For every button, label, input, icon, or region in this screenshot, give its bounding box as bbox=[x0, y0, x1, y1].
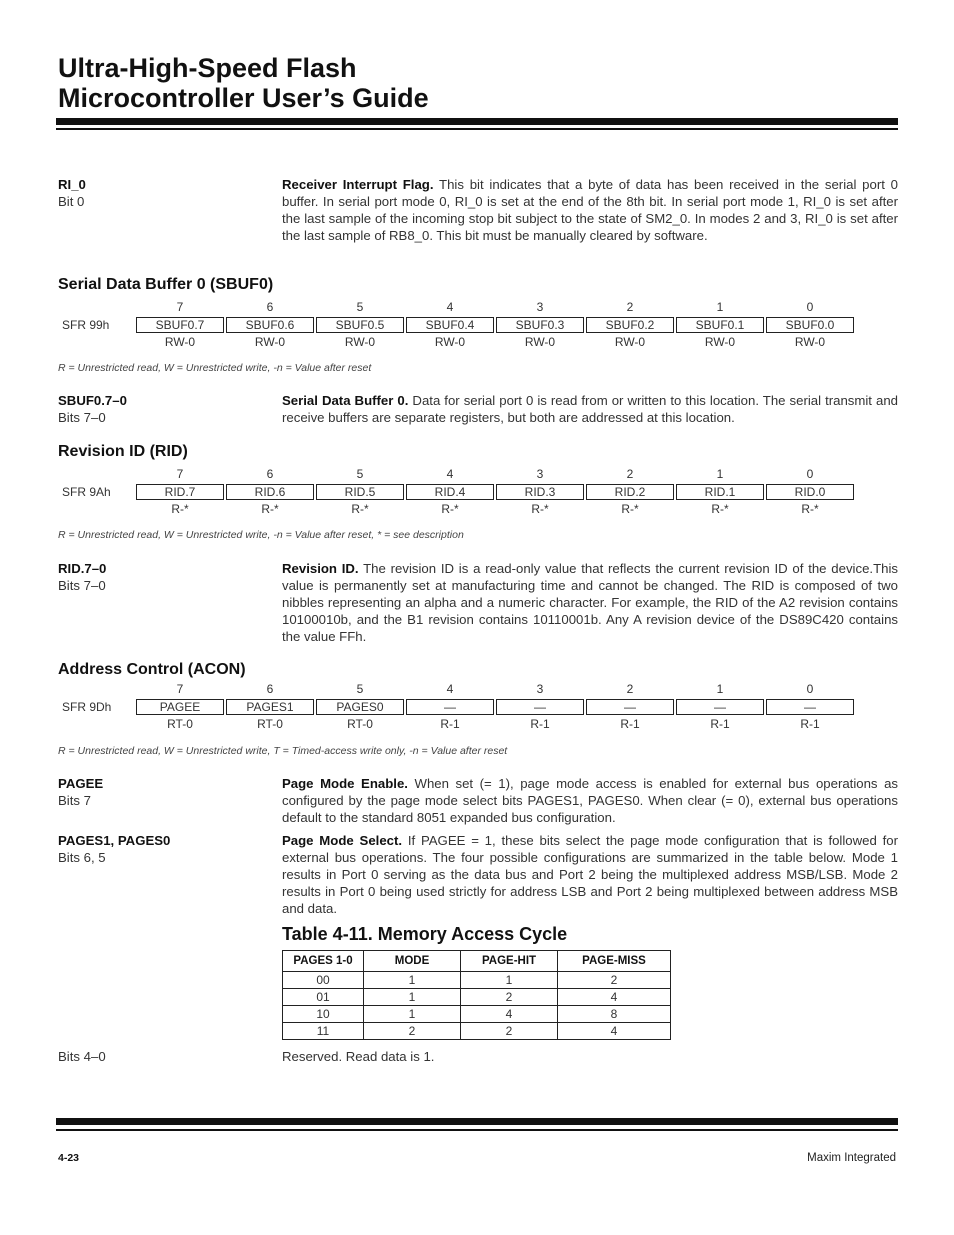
bit-number: 2 bbox=[626, 682, 634, 696]
bit-number-row bbox=[58, 300, 858, 317]
bit-cell: SBUF0.4 bbox=[406, 317, 494, 333]
register-note: R = Unrestricted read, W = Unrestricted write, T = Timed-access write only, -n = Value after reset bbox=[58, 745, 508, 757]
bit-name-row bbox=[58, 484, 858, 501]
bit-cell: SBUF0.5 bbox=[316, 317, 404, 333]
header-rule-thin bbox=[56, 128, 898, 130]
sfr-address: SFR 99h bbox=[62, 318, 110, 332]
bit-position: Bits 7–0 bbox=[58, 410, 106, 425]
bit-number: 4 bbox=[446, 467, 454, 481]
access-row bbox=[58, 335, 858, 352]
page-number: 4-23 bbox=[58, 1152, 80, 1164]
bit-number: 0 bbox=[806, 467, 814, 481]
bit-cell: RID.3 bbox=[496, 484, 584, 500]
access-value: R-* bbox=[171, 502, 189, 516]
sfr-address: SFR 9Dh bbox=[62, 700, 112, 714]
bit-number-row bbox=[58, 682, 858, 699]
access-value: R-1 bbox=[440, 717, 460, 731]
bit-number: 1 bbox=[716, 467, 724, 481]
bit-number: 0 bbox=[806, 682, 814, 696]
access-value: RT-0 bbox=[167, 717, 193, 731]
memory-access-table bbox=[282, 950, 671, 1040]
access-value: RW-0 bbox=[704, 335, 736, 349]
bit-number: 4 bbox=[446, 682, 454, 696]
column-header: PAGE-MISS bbox=[558, 951, 671, 972]
footer-rule-thick bbox=[56, 1118, 898, 1125]
bit-heading: Serial Data Buffer 0. bbox=[282, 393, 409, 408]
reserved-description bbox=[58, 1048, 898, 1065]
table-cell: 1 bbox=[364, 972, 461, 989]
access-value: R-* bbox=[351, 502, 369, 516]
table-title: Table 4-11. Memory Access Cycle bbox=[282, 924, 568, 944]
table-cell: 4 bbox=[558, 989, 671, 1006]
bit-number: 3 bbox=[536, 682, 544, 696]
bit-cell: SBUF0.6 bbox=[226, 317, 314, 333]
table-row bbox=[283, 1023, 671, 1040]
access-value: RW-0 bbox=[524, 335, 556, 349]
section-title-acon: Address Control (ACON) bbox=[58, 661, 246, 678]
table-cell: 1 bbox=[461, 972, 558, 989]
access-value: RW-0 bbox=[344, 335, 376, 349]
table-cell: 2 bbox=[364, 1023, 461, 1040]
access-value: R-* bbox=[711, 502, 729, 516]
table-cell: 11 bbox=[283, 1023, 364, 1040]
bit-name: PAGEE bbox=[58, 776, 104, 791]
bit-cell: SBUF0.7 bbox=[136, 317, 224, 333]
table-cell: 01 bbox=[283, 989, 364, 1006]
bit-text: The revision ID is a read-only value that reflects the current revision ID of the device.This value is permanently set at manufacturing time and cannot be changed. The RID is composed of two nibbles representing an alpha and a numeric character. For example, the RID of the A2 revision contains 10100010b, and the B1 revision contains 10110001b. Any A revision device of the DS89C420 contains the value FFh. bbox=[282, 561, 898, 644]
table-cell: 00 bbox=[283, 972, 364, 989]
table-cell: 10 bbox=[283, 1006, 364, 1023]
bit-number: 1 bbox=[716, 300, 724, 314]
access-value: RW-0 bbox=[614, 335, 646, 349]
bit-cell: — bbox=[406, 699, 494, 715]
table-cell: 2 bbox=[461, 989, 558, 1006]
column-header: MODE bbox=[364, 951, 461, 972]
bit-cell: PAGES0 bbox=[316, 699, 404, 715]
access-value: RW-0 bbox=[164, 335, 196, 349]
bit-cell: RID.2 bbox=[586, 484, 674, 500]
column-header: PAGE-HIT bbox=[461, 951, 558, 972]
bit-cell: RID.6 bbox=[226, 484, 314, 500]
bit-heading: Page Mode Enable. bbox=[282, 776, 408, 791]
access-value: RW-0 bbox=[434, 335, 466, 349]
bit-name: SBUF0.7–0 bbox=[58, 393, 127, 408]
bit-number: 5 bbox=[356, 300, 364, 314]
access-row bbox=[58, 502, 858, 519]
bit-cell: SBUF0.2 bbox=[586, 317, 674, 333]
bit-cell: — bbox=[766, 699, 854, 715]
bit-number: 0 bbox=[806, 300, 814, 314]
rid-description bbox=[58, 560, 898, 645]
access-value: R-* bbox=[621, 502, 639, 516]
bit-heading: Receiver Interrupt Flag. bbox=[282, 177, 434, 192]
bit-number: 4 bbox=[446, 300, 454, 314]
bit-position: Bits 7–0 bbox=[58, 578, 106, 593]
table-row bbox=[283, 972, 671, 989]
bit-number: 5 bbox=[356, 682, 364, 696]
table-cell: 8 bbox=[558, 1006, 671, 1023]
bit-number: 7 bbox=[176, 682, 184, 696]
section-title-rid: Revision ID (RID) bbox=[58, 443, 188, 460]
table-cell: 1 bbox=[364, 1006, 461, 1023]
bit-number: 3 bbox=[536, 300, 544, 314]
bit-number: 5 bbox=[356, 467, 364, 481]
bit-position: Bits 6, 5 bbox=[58, 850, 106, 865]
sbuf0-description bbox=[58, 392, 898, 426]
bit-cell: — bbox=[496, 699, 584, 715]
company-name: Maxim Integrated bbox=[807, 1152, 896, 1164]
title-line-1: Ultra-High-Speed Flash bbox=[58, 53, 357, 83]
table-cell: 1 bbox=[364, 989, 461, 1006]
sfr-address: SFR 9Ah bbox=[62, 485, 111, 499]
bit-text: Reserved. Read data is 1. bbox=[282, 1049, 435, 1064]
bit-heading: Page Mode Select. bbox=[282, 833, 403, 848]
bit-cell: PAGEE bbox=[136, 699, 224, 715]
table-cell: 2 bbox=[558, 972, 671, 989]
bit-cell: — bbox=[586, 699, 674, 715]
bit-position: Bits 4–0 bbox=[58, 1049, 106, 1064]
register-note: R = Unrestricted read, W = Unrestricted write, -n = Value after reset bbox=[58, 362, 372, 374]
table-header-row bbox=[283, 951, 671, 972]
bit-name: RID.7–0 bbox=[58, 561, 107, 576]
bit-cell: RID.7 bbox=[136, 484, 224, 500]
bit-cell: RID.5 bbox=[316, 484, 404, 500]
bit-position: Bit 0 bbox=[58, 194, 85, 209]
access-value: RW-0 bbox=[794, 335, 826, 349]
access-value: RT-0 bbox=[257, 717, 283, 731]
bit-cell: RID.4 bbox=[406, 484, 494, 500]
pagee-description bbox=[58, 775, 898, 826]
bit-number: 2 bbox=[626, 467, 634, 481]
bit-cell: RID.0 bbox=[766, 484, 854, 500]
bit-position: Bits 7 bbox=[58, 793, 91, 808]
bit-name-row bbox=[58, 317, 858, 334]
ri0-description bbox=[58, 176, 898, 244]
access-value: R-* bbox=[801, 502, 819, 516]
table-cell: 4 bbox=[461, 1006, 558, 1023]
bit-number: 6 bbox=[266, 682, 274, 696]
bit-text: If PAGEE = 1, these bits select the page mode configuration that is followed for external bus operations. The four possible configurations are summarized in the table below. Mode 1 results in Port 0 serving as the data bus and Port 2 being the multiplexed address MSB/LSB. Mode 2 results in Port 0 being used strictly for address LSB and Port 2 being multiplexed between address MSB and data. bbox=[282, 833, 898, 916]
bit-number: 3 bbox=[536, 467, 544, 481]
page-title bbox=[58, 53, 429, 113]
bit-number: 6 bbox=[266, 300, 274, 314]
bit-cell: RID.1 bbox=[676, 484, 764, 500]
table-row bbox=[283, 989, 671, 1006]
bit-number: 7 bbox=[176, 300, 184, 314]
bit-text: When set (= 1), page mode access is enabled for external bus operations as configured by the page mode select bits PAGES1, PAGES0. When clear (= 0), external bus operations default to the standard 8051 expanded bus configuration. bbox=[282, 776, 898, 825]
bit-name-row bbox=[58, 699, 858, 716]
bit-number: 1 bbox=[716, 682, 724, 696]
access-value: R-1 bbox=[530, 717, 550, 731]
access-row bbox=[58, 717, 858, 734]
column-header: PAGES 1-0 bbox=[283, 951, 364, 972]
section-title-sbuf0: Serial Data Buffer 0 (SBUF0) bbox=[58, 276, 274, 293]
table-cell: 4 bbox=[558, 1023, 671, 1040]
bit-text: Data for serial port 0 is read from or written to this location. The serial transmit and receive buffers are separate registers, but both are addressed at this location. bbox=[282, 393, 898, 425]
access-value: RW-0 bbox=[254, 335, 286, 349]
header-rule-thick bbox=[56, 118, 898, 125]
access-value: RT-0 bbox=[347, 717, 373, 731]
bit-number: 7 bbox=[176, 467, 184, 481]
access-value: R-* bbox=[441, 502, 459, 516]
table-cell: 2 bbox=[461, 1023, 558, 1040]
bit-cell: SBUF0.0 bbox=[766, 317, 854, 333]
bit-number: 2 bbox=[626, 300, 634, 314]
bit-name: PAGES1, PAGES0 bbox=[58, 833, 171, 848]
access-value: R-* bbox=[531, 502, 549, 516]
bit-heading: Revision ID. bbox=[282, 561, 359, 576]
bit-name: RI_0 bbox=[58, 177, 86, 192]
bit-number-row bbox=[58, 467, 858, 484]
pages-description bbox=[58, 832, 898, 917]
title-line-2: Microcontroller User’s Guide bbox=[58, 83, 429, 113]
footer-rule-thin bbox=[56, 1129, 898, 1131]
bit-cell: PAGES1 bbox=[226, 699, 314, 715]
bit-cell: — bbox=[676, 699, 764, 715]
bit-cell: SBUF0.1 bbox=[676, 317, 764, 333]
access-value: R-1 bbox=[800, 717, 820, 731]
bit-text: This bit indicates that a byte of data has been received in the serial port 0 buffer. In serial port mode 0, RI_0 is set at the end of the 8th bit. In serial port mode 1, RI_0 is set after the last sample of the incoming stop bit subject to the state of SM2_0. In modes 2 and 3, RI_0 is set after the last sample of RB8_0. This bit must be manually cleared by software. bbox=[282, 177, 898, 243]
access-value: R-1 bbox=[620, 717, 640, 731]
register-note: R = Unrestricted read, W = Unrestricted write, -n = Value after reset, * = see description bbox=[58, 529, 464, 541]
access-value: R-* bbox=[261, 502, 279, 516]
bit-cell: SBUF0.3 bbox=[496, 317, 584, 333]
table-row bbox=[283, 1006, 671, 1023]
access-value: R-1 bbox=[710, 717, 730, 731]
bit-number: 6 bbox=[266, 467, 274, 481]
